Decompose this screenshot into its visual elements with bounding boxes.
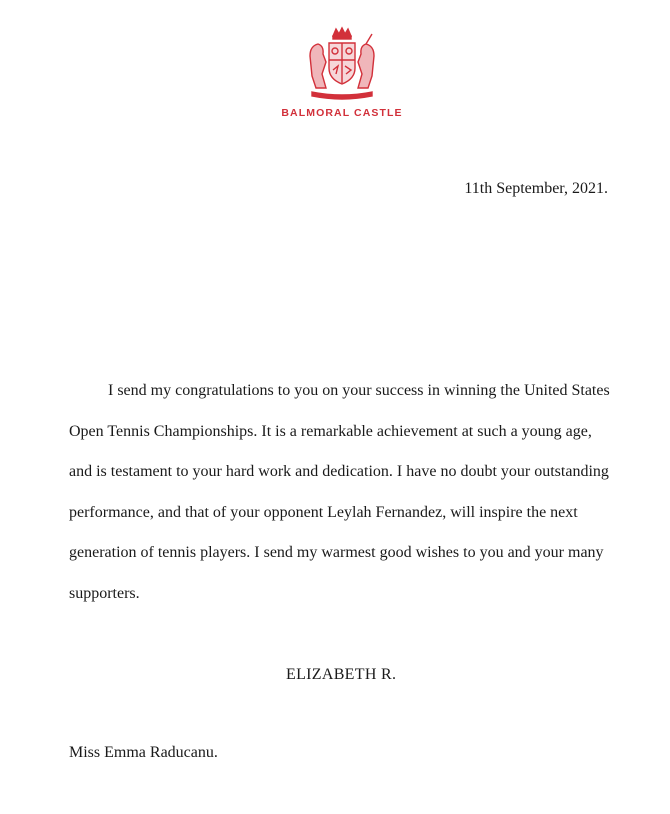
royal-coat-of-arms-icon: [302, 26, 382, 100]
addressee: Miss Emma Raducanu.: [69, 744, 218, 761]
letter-paragraph: I send my congratulations to you on your success in winning the United States Open Tennis Championships. It is a remarkable achievement at such a young age, and is testament to your hard work and dedication. I have no doubt your outstanding performance, and that of your opponent Leylah Fernandez, will inspire the next generation of tennis players. I send my warmest good wishes to you and your many supporters.: [69, 382, 610, 602]
letter-date: 11th September, 2021.: [464, 180, 608, 197]
signature: ELIZABETH R.: [286, 666, 397, 683]
letterhead-address: BALMORAL CASTLE: [281, 107, 403, 119]
letter-body: [69, 371, 614, 614]
